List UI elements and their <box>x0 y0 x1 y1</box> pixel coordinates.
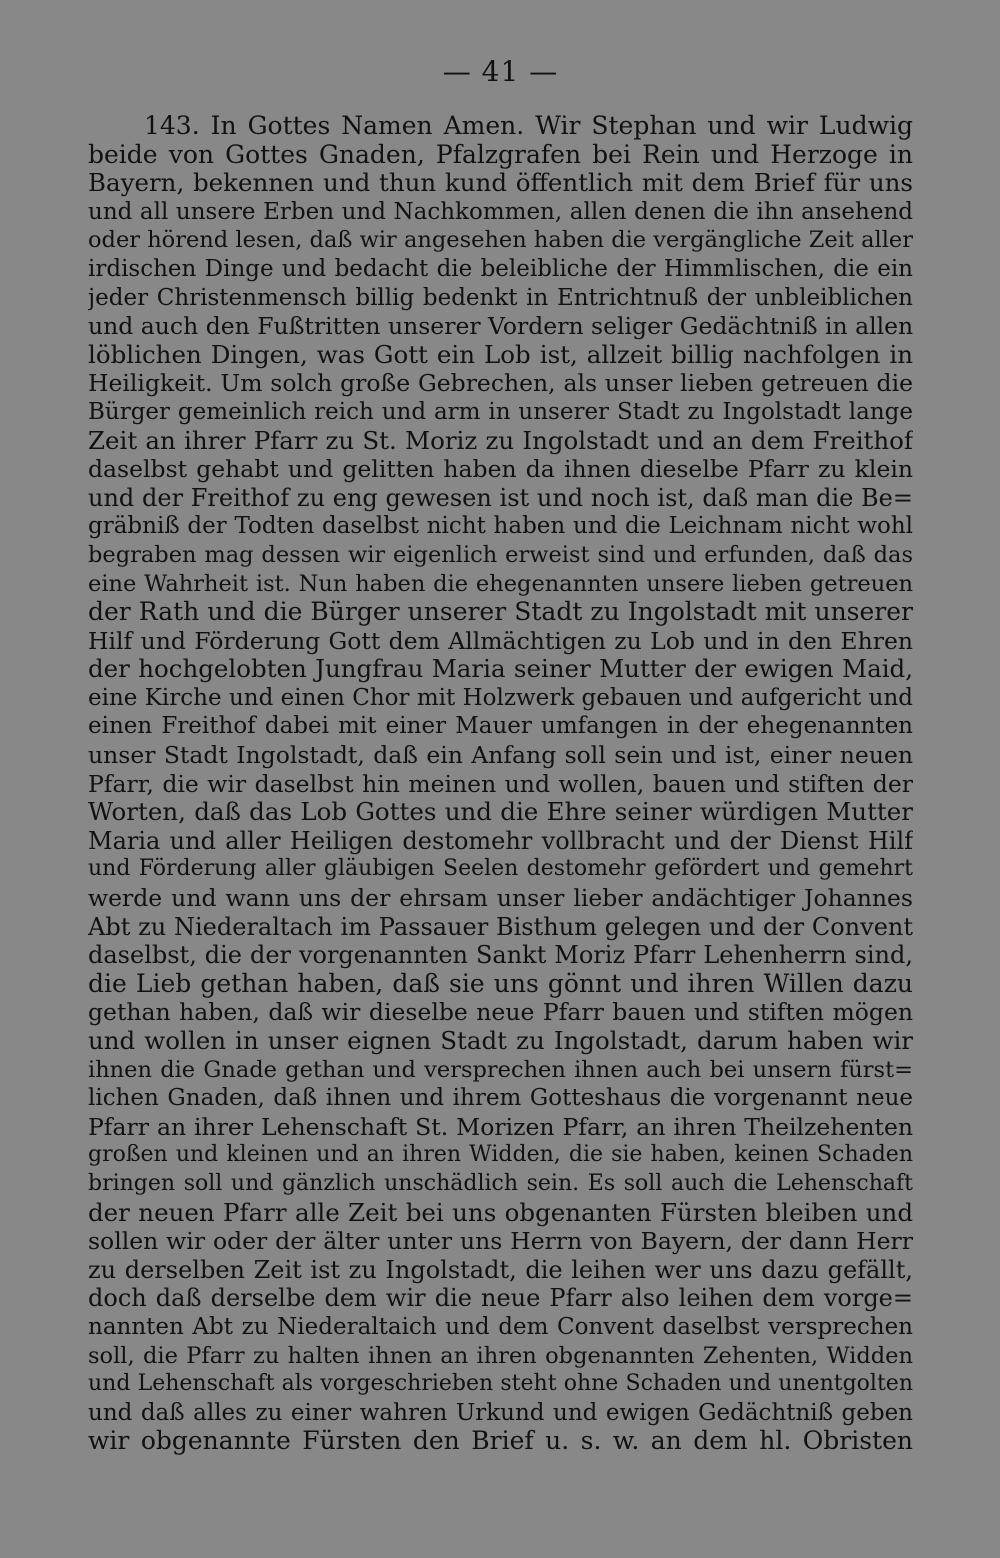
text-line: Abt zu Niederaltach im Passauer Bisthum gelegen und der Convent <box>88 912 913 941</box>
text-line: die Lieb gethan haben, daß sie uns gönnt und ihren Willen dazu <box>88 969 913 998</box>
text-line: und auch den Fußtritten unserer Vordern seliger Gedächtniß in allen <box>88 312 913 341</box>
text-line: löblichen Dingen, was Gott ein Lob ist, allzeit billig nachfolgen in <box>88 340 913 369</box>
text-line: beide von Gottes Gnaden, Pfalzgrafen bei Rein und Herzoge in <box>88 140 913 169</box>
text-line: wir obgenannte Fürsten den Brief u. s. w. an dem hl. Obristen <box>88 1427 913 1456</box>
text-line: werde und wann uns der ehrsam unser lieber andächtiger Johannes <box>88 884 913 913</box>
text-line: 143. In Gottes Namen Amen. Wir Stephan und wir Ludwig <box>144 112 913 140</box>
text-line: Maria und aller Heiligen destomehr vollbracht und der Dienst Hilf <box>88 826 913 855</box>
text-line: und der Freithof zu eng gewesen ist und noch ist, daß man die Be= <box>88 483 913 512</box>
text-line: und all unsere Erben und Nachkommen, allen denen die ihn ansehend <box>88 198 913 225</box>
text-line: der neuen Pfarr alle Zeit bei uns obgenanten Fürsten bleiben und <box>88 1198 913 1227</box>
text-line: und wollen in unser eignen Stadt zu Ingolstadt, darum haben wir <box>88 1027 913 1055</box>
text-line: Worten, daß das Lob Gottes und die Ehre seiner würdigen Mutter <box>88 798 913 827</box>
text-line: eine Wahrheit ist. Nun haben die ehegenannten unsere lieben getreuen <box>88 570 913 597</box>
text-line: unser Stadt Ingolstadt, daß ein Anfang soll sein und ist, einer neuen <box>88 741 913 770</box>
text-line: und daß alles zu einer wahren Urkund und ewigen Gedächtniß geben <box>88 1399 913 1426</box>
text-line: irdischen Dinge und bedacht die beleibliche der Himmlischen, die ein <box>88 255 913 282</box>
text-line: daselbst, die der vorgenannten Sankt Moriz Pfarr Lehenherrn sind, <box>88 941 913 970</box>
page-number: — 41 — <box>442 55 559 88</box>
text-line: zu derselben Zeit ist zu Ingolstadt, die leihen wer uns dazu gefällt, <box>88 1255 913 1284</box>
text-line: Pfarr an ihrer Lehenschaft St. Morizen Pfarr, an ihren Theilzehenten <box>88 1112 913 1141</box>
text-line: jeder Christenmensch billig bedenkt in Entrichtnuß der unbleiblichen <box>88 284 913 311</box>
text-line: der hochgelobten Jungfrau Maria seiner Mutter der ewigen Maid, <box>88 655 913 684</box>
text-line: daselbst gehabt und gelitten haben da ihnen dieselbe Pfarr zu klein <box>88 455 913 484</box>
text-line: großen und kleinen und an ihren Widden, die sie haben, keinen Schaden <box>88 1142 913 1168</box>
text-line: soll, die Pfarr zu halten ihnen an ihren obgenannten Zehenten, Widden <box>88 1342 913 1369</box>
text-line: Heiligkeit. Um solch große Gebrechen, als unser lieben getreuen die <box>88 369 913 398</box>
text-line: der Rath und die Bürger unserer Stadt zu Ingolstadt mit unserer <box>88 598 913 627</box>
text-line: gethan haben, daß wir dieselbe neue Pfarr bauen und stiften mögen <box>88 998 913 1027</box>
text-line: bringen soll und gänzlich unschädlich sein. Es soll auch die Lehenschaft <box>88 1170 913 1196</box>
text-line: Bayern, bekennen und thun kund öffentlich mit dem Brief für uns <box>88 169 913 198</box>
text-line: und Förderung aller gläubigen Seelen destomehr gefördert und gemehrt <box>88 856 913 882</box>
text-line: und Lehenschaft als vorgeschrieben steht ohne Schaden und unentgolten <box>88 1371 913 1397</box>
text-line: Bürger gemeinlich reich und arm in unserer Stadt zu Ingolstadt lange <box>88 398 913 425</box>
text-line: eine Kirche und einen Chor mit Holzwerk gebauen und aufgericht und <box>88 684 913 711</box>
text-line: nannten Abt zu Niederaltaich und dem Convent daselbst versprechen <box>88 1313 913 1340</box>
text-line: begraben mag dessen wir eigenlich erweist sind und erfunden, daß das <box>88 541 913 568</box>
book-page <box>88 52 913 1532</box>
text-line: gräbniß der Todten daselbst nicht haben und die Leichnam nicht wohl <box>88 513 913 540</box>
text-line: Hilf und Förderung Gott dem Allmächtigen zu Lob und in den Ehren <box>88 626 913 655</box>
text-line: ihnen die Gnade gethan und versprechen ihnen auch bei unsern fürst= <box>88 1056 913 1083</box>
charter-text <box>88 112 913 1456</box>
text-line: lichen Gnaden, daß ihnen und ihrem Gotteshaus die vorgenannt neue <box>88 1085 913 1112</box>
text-line: Pfarr, die wir daselbst hin meinen und wollen, bauen und stiften der <box>88 769 913 798</box>
text-line: oder hörend lesen, daß wir angesehen haben die vergängliche Zeit aller <box>88 227 913 254</box>
text-line: Zeit an ihrer Pfarr zu St. Moriz zu Ingolstadt und an dem Freithof <box>88 426 913 455</box>
text-line: sollen wir oder der älter unter uns Herrn von Bayern, der dann Herr <box>88 1227 913 1256</box>
text-line: doch daß derselbe dem wir die neue Pfarr also leihen dem vorge= <box>88 1284 913 1313</box>
text-line: einen Freithof dabei mit einer Mauer umfangen in der ehegenannten <box>88 713 913 740</box>
